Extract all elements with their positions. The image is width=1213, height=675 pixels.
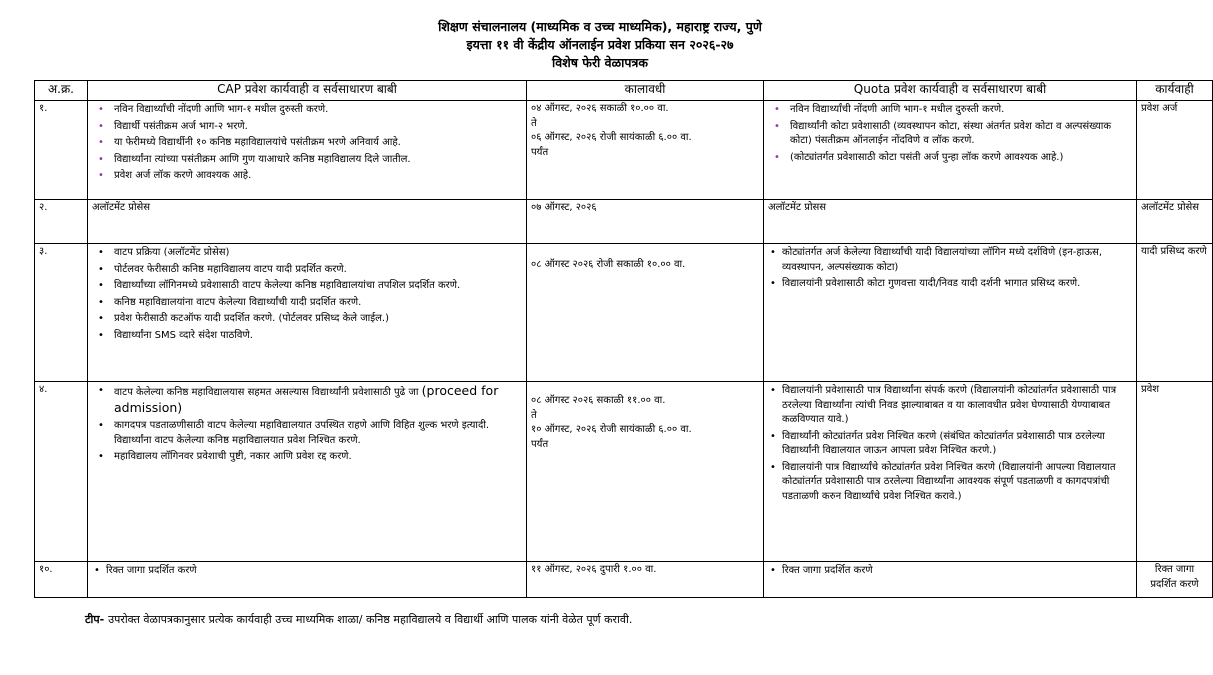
list-item: • नविन विद्यार्थ्यांची नोंदणी आणि भाग-१ मधील दुरुस्ती करणे. bbox=[92, 103, 522, 118]
list-item: • प्रवेश फेरीसाठी कटऑफ यादी प्रदर्शित करणे. (पोर्टलवर प्रसिध्द केले जाईल.) bbox=[92, 312, 522, 327]
list-item: • विद्यार्थी पसंतीक्रम अर्ज भाग-२ भरणे. bbox=[92, 120, 522, 135]
footer-label: टीप- bbox=[85, 613, 105, 626]
list-item: • विद्यालयांनी प्रवेशासाठी पात्र विद्यार्थ्यांना संपर्क करणे (विद्यालयांनी कोट्यांतर्गत प्रवेशासाठी पात्र ठरलेल्या विद्यार्थ्यांना त्यांची निवड झाल्याबाबत व या कालावधीत प्रवेश घेण्यासाठी येण्याबाबत कळविण्यात यावे.) bbox=[768, 384, 1132, 428]
row-number: १०. bbox=[35, 562, 88, 598]
date-line: ०७ ऑगस्ट, २०२६ bbox=[531, 202, 597, 213]
cap-cell: अलॉटमेंट प्रोसेस bbox=[88, 200, 527, 244]
date-cell bbox=[527, 200, 764, 244]
action-cell: अलॉटमेंट प्रोसेस bbox=[1137, 200, 1213, 244]
table-row bbox=[35, 244, 1213, 382]
schedule-table bbox=[34, 80, 1213, 598]
list-item: • विद्यालयांनी पात्र विद्यार्थ्यांचे कोट्यांतर्गत प्रवेश निश्चित करणे (विद्यालयांनी आपल्या विद्यालयात कोट्यांतर्गत प्रवेशासाठी पात्र ठरलेल्या विद्यार्थ्यांना आवश्यक संपूर्ण पडताळणी व कागदपत्रांची पडताळणी करुन विद्यार्थ्यांचे प्रवेश निश्चित करावे.) bbox=[768, 461, 1132, 505]
cap-cell bbox=[88, 244, 527, 382]
date-line: पर्यंत bbox=[531, 146, 549, 158]
cap-cell bbox=[88, 382, 527, 562]
proceed-note: (proceed for admission) bbox=[114, 383, 499, 415]
table-header-row bbox=[35, 81, 1213, 101]
list-item: • रिक्त जागा प्रदर्शित करणे bbox=[768, 564, 1132, 579]
row-number: १. bbox=[35, 101, 88, 200]
table-row bbox=[35, 101, 1213, 200]
list-item: • विद्यार्थ्यांना SMS व्दारे संदेश पाठविणे. bbox=[92, 329, 522, 344]
header-sr: अ.क्र. bbox=[35, 81, 88, 101]
header-line-1: शिक्षण संचालनालय (माध्यमिक व उच्च माध्यमिक), महाराष्ट्र राज्य, पुणे bbox=[438, 19, 762, 34]
header-line-3: विशेष फेरी वेळापत्रक bbox=[552, 55, 648, 70]
row-number: ३. bbox=[35, 244, 88, 382]
list-item: • विद्यार्थ्यांच्या लॉगिनमध्ये प्रवेशासाठी वाटप केलेल्या कनिष्ठ महाविद्यालयांचा तपशिल प्रदर्शित करणे. bbox=[92, 279, 522, 294]
date-cell bbox=[527, 101, 764, 200]
quota-cell bbox=[764, 382, 1137, 562]
date-cell bbox=[527, 562, 764, 598]
list-item: • विद्यालयांनी प्रवेशासाठी कोटा गुणवत्ता यादी/निवड यादी दर्शनी भागात प्रसिध्द करणे. bbox=[768, 277, 1132, 292]
table-row bbox=[35, 200, 1213, 244]
list-item: • (कोट्यांतर्गत प्रवेशासाठी कोटा पसंती अर्ज पुन्हा लॉक करणे आवश्यक आहे.) bbox=[768, 151, 1132, 166]
header-action: कार्यवाही bbox=[1137, 81, 1213, 101]
list-item: • विद्यार्थ्यांनी कोट्यांतर्गत प्रवेश निश्चित करणे (संबंधित कोट्यांतर्गत प्रवेशासाठी पात्र ठरलेल्या विद्यार्थ्यांनी विद्यालयात जाऊन आपला प्रवेश निश्चित करणे.) bbox=[768, 430, 1132, 459]
footer-text: उपरोक्त वेळापत्रकानुसार प्रत्येक कार्यवाही उच्च माध्यमिक शाळा/ कनिष्ठ महाविद्यालये व विद्यार्थी आणि पालक यांनी वेळेत पूर्ण करावी. bbox=[108, 613, 633, 626]
list-item: • रिक्त जागा प्रदर्शित करणे bbox=[92, 564, 522, 579]
list-item: • विद्यार्थ्यांनी कोटा प्रवेशासाठी (व्यवस्थापन कोटा, संस्था अंतर्गत प्रवेश कोटा व अल्पसंख्याक कोटा) पंसतीक्रम ऑनलाईन नोंदविणे व लॉक करणे. bbox=[768, 120, 1132, 149]
list-item: • प्रवेश अर्ज लॉक करणे आवश्यक आहे. bbox=[92, 169, 522, 184]
list-item: • कनिष्ठ महाविद्यालयांना वाटप केलेल्या विद्यार्थ्यांची यादी प्रदर्शित करणे. bbox=[92, 296, 522, 311]
list-item: • नविन विद्यार्थ्यांची नोंदणी आणि भाग-१ मधील दुरुस्ती करणे. bbox=[768, 103, 1132, 118]
list-item: • महाविद्यालय लॉगिनवर प्रवेशाची पुष्टी, नकार आणि प्रवेश रद्द करणे. bbox=[92, 450, 522, 465]
date-line: १० ऑगस्ट, २०२६ रोजी सायंकाळी ६.०० वा. bbox=[531, 424, 692, 435]
quota-cell bbox=[764, 101, 1137, 200]
list-item: • या फेरीमध्ये विद्यार्थीनी १० कनिष्ठ महाविद्यालयांचे पसंतीक्रम भरणे अनिवार्य आहे. bbox=[92, 136, 522, 151]
date-line: ते bbox=[531, 409, 537, 421]
date-line: ०८ ऑगस्ट २०२६ रोजी सकाळी १०.०० वा. bbox=[531, 259, 686, 270]
date-line: ०८ ऑगस्ट २०२६ सकाळी ११.०० वा. bbox=[531, 395, 666, 406]
list-item: • वाटप प्रक्रिया (अलॉटमेंट प्रोसेस) bbox=[92, 246, 522, 261]
cap-cell bbox=[88, 101, 527, 200]
row-number: २. bbox=[35, 200, 88, 244]
list-item: • पोर्टलवर फेरीसाठी कनिष्ठ महाविद्यालय वाटप यादी प्रदर्शित करणे. bbox=[92, 263, 522, 278]
document-header bbox=[0, 18, 1200, 72]
date-line: ०४ ऑगस्ट, २०२६ सकाळी १०.०० वा. bbox=[531, 103, 669, 114]
row-number: ४. bbox=[35, 382, 88, 562]
header-date: कालावधी bbox=[527, 81, 764, 101]
action-cell: रिक्त जागा प्रदर्शित करणे bbox=[1137, 562, 1213, 598]
date-line: पर्यंत bbox=[531, 438, 549, 450]
date-line: ०६ ऑगस्ट, २०२६ रोजी सायंकाळी ६.०० वा. bbox=[531, 132, 692, 143]
header-line-2: इयत्ता ११ वी केंद्रीय ऑनलाईन प्रवेश प्रकिया सन २०२६-२७ bbox=[466, 37, 734, 52]
list-item: • विद्यार्थ्यांना त्यांच्या पसंतीक्रम आणि गुण याआधारे कनिष्ठ महाविद्यालय दिले जातील. bbox=[92, 153, 522, 168]
cap-cell bbox=[88, 562, 527, 598]
list-item: • कोट्यांतर्गत अर्ज केलेल्या विद्यार्थ्यांची यादी विद्यालयांच्या लॉगिन मध्ये दर्शविणे (इन-हाऊस, व्यवस्थापन, अल्पसंख्याक कोटा) bbox=[768, 246, 1132, 275]
footer-note bbox=[85, 612, 632, 627]
table-row bbox=[35, 562, 1213, 598]
table-row bbox=[35, 382, 1213, 562]
quota-cell bbox=[764, 244, 1137, 382]
date-cell bbox=[527, 244, 764, 382]
action-cell: प्रवेश bbox=[1137, 382, 1213, 562]
action-cell: यादी प्रसिध्द करणे bbox=[1137, 244, 1213, 382]
header-quota: Quota प्रवेश कार्यवाही व सर्वसाधारण बाबी bbox=[764, 81, 1137, 101]
list-item: • कागदपत्र पडताळणीसाठी वाटप केलेल्या महाविद्यालयात उपस्थित राहणे आणि विहित शुल्क भरणे इत्यादी. विद्यार्थ्यांना वाटप केलेल्या कनिष्ठ महाविद्यालयात प्रवेश निश्चित करणे. bbox=[92, 419, 522, 448]
date-line: ते bbox=[531, 117, 537, 129]
quota-cell bbox=[764, 562, 1137, 598]
list-item bbox=[92, 384, 522, 417]
list-item-text: वाटप केलेल्या कनिष्ठ महाविद्यालयास सहमत असल्यास विद्यार्थ्यांनी प्रवेशासाठी पुढे जा bbox=[114, 387, 419, 398]
header-cap: CAP प्रवेश कार्यवाही व सर्वसाधारण बाबी bbox=[88, 81, 527, 101]
date-line: ११ ऑगस्ट, २०२६ दुपारी १.०० वा. bbox=[531, 564, 657, 575]
date-cell bbox=[527, 382, 764, 562]
quota-cell: अलॉटमेंट प्रोसस bbox=[764, 200, 1137, 244]
action-cell: प्रवेश अर्ज bbox=[1137, 101, 1213, 200]
